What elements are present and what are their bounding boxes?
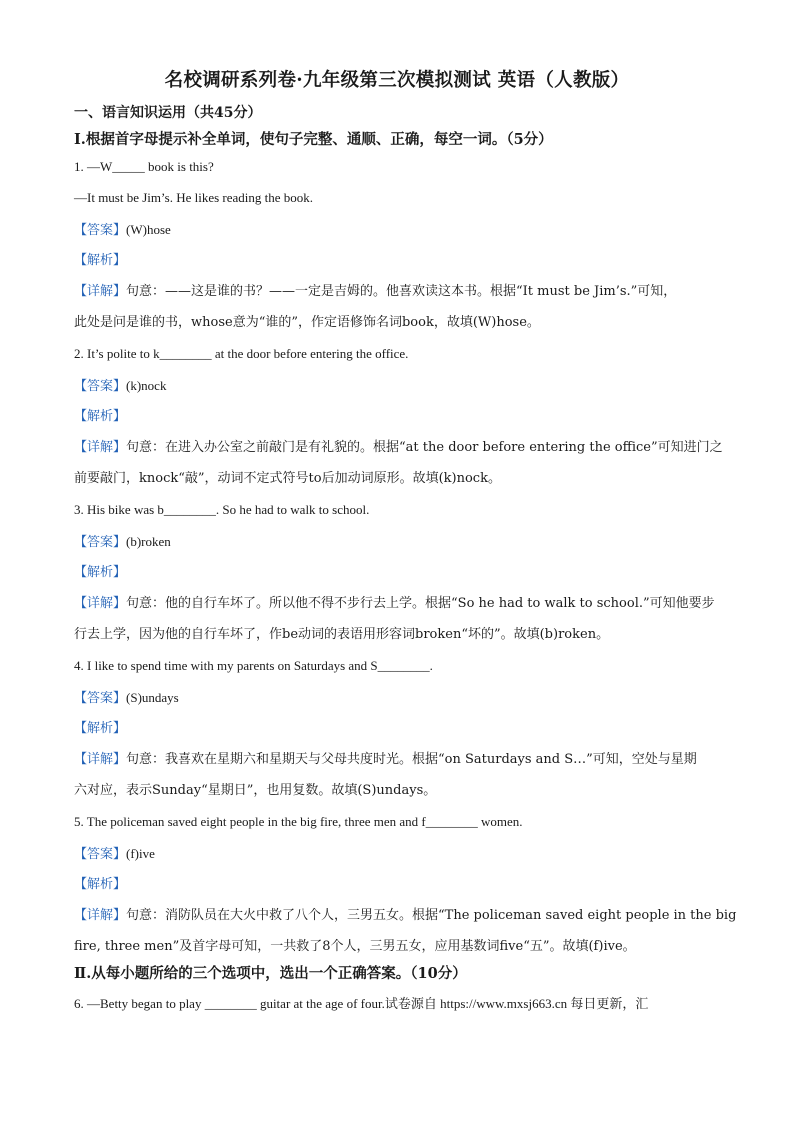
detail-4-line-1 (74, 751, 697, 769)
answer-1 (74, 221, 171, 240)
part1-heading: I.根据首字母提示补全单词，使句子完整、通顺、正确，每空一词。（5分） (74, 131, 553, 148)
question-4-line-1: 4. I like to spend time with my parents on Saturdays and S________. (74, 658, 433, 673)
answer-text: (k)nock (126, 378, 167, 393)
question-1-line-1: 1. —W_____ book is this? (74, 159, 214, 174)
answer-tag: 【答案】 (74, 223, 127, 238)
detail-text: 句意：在进入办公室之前敲门是有礼貌的。根据“at the door before entering the office”可知进门之 (126, 440, 723, 455)
detail-text: 句意：他的自行车坏了。所以他不得不步行去上学。根据“So he had to walk to school.”可知他要步 (126, 596, 715, 611)
answer-tag: 【答案】 (74, 535, 127, 550)
detail-3-line-2: 行去上学，因为他的自行车坏了，作be动词的表语用形容词broken“坏的”。故填(b)roken。 (74, 627, 610, 642)
detail-tag: 【详解】 (74, 596, 127, 611)
detail-5-line-2: fire, three men”及首字母可知，一共救了8个人，三男五女，应用基数词five“五”。故填(f)ive。 (74, 939, 636, 954)
answer-text: (f)ive (126, 846, 155, 861)
analysis-3 (74, 564, 126, 582)
answer-text: (S)undays (126, 690, 179, 705)
analysis-tag: 【解析】 (74, 877, 127, 892)
answer-text: (W)hose (126, 222, 171, 237)
answer-tag: 【答案】 (74, 379, 127, 394)
analysis-5 (74, 876, 126, 894)
detail-tag: 【详解】 (74, 440, 127, 455)
question-3-line-1: 3. His bike was b________. So he had to walk to school. (74, 502, 370, 517)
analysis-4 (74, 720, 126, 738)
detail-2-line-2: 前要敲门，knock“敲”，动词不定式符号to后加动词原形。故填(k)nock。 (74, 471, 501, 486)
detail-tag: 【详解】 (74, 752, 127, 767)
detail-tag: 【详解】 (74, 284, 127, 299)
detail-text: 句意：消防队员在大火中救了八个人，三男五女。根据“The policeman saved eight people in the big (126, 908, 737, 923)
detail-2-line-1 (74, 439, 723, 457)
analysis-tag: 【解析】 (74, 565, 127, 580)
answer-text: (b)roken (126, 534, 171, 549)
detail-tag: 【详解】 (74, 908, 127, 923)
analysis-tag: 【解析】 (74, 721, 127, 736)
detail-1-line-1 (74, 283, 676, 301)
detail-text: 句意：我喜欢在星期六和星期天与父母共度时光。根据“on Saturdays and S…”可知，空处与星期 (126, 752, 697, 767)
part2-heading: Ⅱ.从每小题所给的三个选项中，选出一个正确答案。（10分） (74, 965, 467, 982)
question-1-line-2: —It must be Jim’s. He likes reading the book. (74, 190, 314, 205)
answer-2 (74, 377, 166, 396)
page-title: 名校调研系列卷·九年级第三次模拟测试 英语（人教版） (164, 70, 630, 91)
answer-tag: 【答案】 (74, 691, 127, 706)
analysis-1 (74, 252, 126, 270)
question-5-line-1: 5. The policeman saved eight people in the big fire, three men and f________ women. (74, 814, 523, 829)
section-heading-1: 一、语言知识运用（共45分） (74, 105, 262, 121)
detail-5-line-1 (74, 907, 736, 925)
answer-5 (74, 845, 155, 864)
question-6-line-1: 6. —Betty began to play ________ guitar at the age of four.试卷源自 https://www.mxsj663.cn 每日更新，汇 (74, 996, 649, 1011)
detail-text: 句意：——这是谁的书？——一定是吉姆的。他喜欢读这本书。根据“It must be Jim’s.”可知， (126, 284, 677, 299)
analysis-tag: 【解析】 (74, 253, 127, 268)
answer-4 (74, 689, 179, 708)
question-2-line-1: 2. It’s polite to k________ at the door before entering the office. (74, 346, 409, 361)
analysis-tag: 【解析】 (74, 409, 127, 424)
answer-tag: 【答案】 (74, 847, 127, 862)
analysis-2 (74, 408, 126, 426)
answer-3 (74, 533, 171, 552)
detail-4-line-2: 六对应，表示Sunday“星期日”，也用复数。故填(S)undays。 (74, 783, 437, 798)
detail-3-line-1 (74, 595, 715, 613)
detail-1-line-2: 此处是问是谁的书，whose意为“谁的”，作定语修饰名词book，故填(W)hose。 (74, 315, 540, 330)
